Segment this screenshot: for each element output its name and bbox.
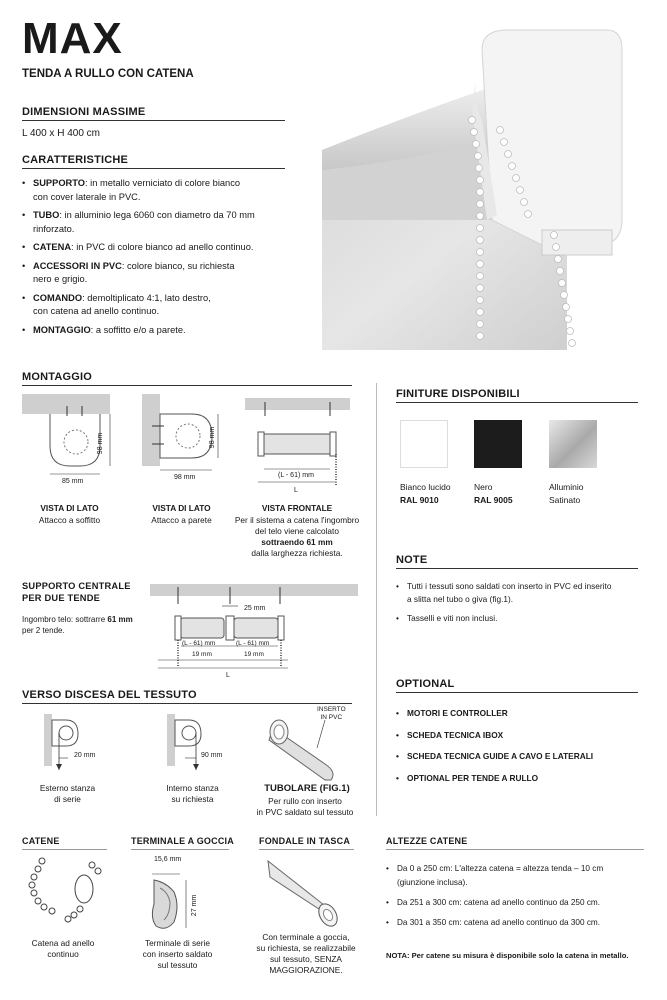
- central-dim-right: (L - 61) mm: [236, 640, 270, 647]
- front-dim-l: L: [294, 487, 298, 494]
- pocket-rule: [259, 849, 354, 850]
- feature-item: • TUBO: in alluminio lega 6060 con diametro da 70 mm rinforzato.: [22, 209, 292, 236]
- chain-height-item: • Da 301 a 350 cm: catena ad anello continuo da 300 cm.: [386, 916, 656, 930]
- fabric-internal-drawing: [165, 712, 235, 772]
- dimensions-value: L 400 x H 400 cm: [22, 128, 101, 139]
- tubular-insert-label: INSERTO IN PVC: [317, 706, 346, 721]
- features-heading: CARATTERISTICHE: [22, 154, 129, 166]
- notes-heading: NOTE: [396, 554, 428, 566]
- feature-item: • MONTAGGIO: a soffitto e/o a parete.: [22, 324, 292, 338]
- page-title: MAX: [22, 14, 123, 63]
- optional-item[interactable]: • SCHEDA TECNICA IBOX: [396, 729, 646, 743]
- notes-list: [396, 580, 646, 630]
- finish-item-black: Nero RAL 9005: [474, 482, 513, 505]
- side-ceiling-dim-h: 98 mm: [97, 432, 105, 455]
- chain-heights-heading: ALTEZZE CATENE: [386, 836, 468, 846]
- finishes-rule: [396, 402, 638, 403]
- chains-heading: CATENE: [22, 836, 60, 846]
- features-rule: [22, 168, 285, 169]
- feature-item: • SUPPORTO: in metallo verniciato di colore bianco con cover laterale in PVC.: [22, 177, 292, 204]
- chain-height-item: • Da 0 a 250 cm: L'altezza catena = altezza tenda – 10 cm (giunzione inclusa).: [386, 862, 656, 890]
- pocket-drawing: [262, 855, 357, 930]
- front-view-caption: Per il sistema a catena l'ingombro del telo viene calcolato sottraendo 61 mm dalla larghezza richiesta.: [234, 515, 360, 558]
- optional-rule: [396, 692, 638, 693]
- feature-item: • COMANDO: demoltiplicato 4:1, lato destro, con catena ad anello continuo.: [22, 292, 292, 319]
- finish-swatch-aluminium: [549, 420, 597, 468]
- chains-caption: Catena ad anello continuo: [31, 938, 95, 959]
- drop-end-rule: [131, 849, 229, 850]
- side-ceiling-caption: Attacco a soffitto: [38, 515, 101, 525]
- drop-end-dim-w: 15,6 mm: [154, 856, 182, 863]
- chain-heights-list: [386, 862, 656, 935]
- page-subtitle: TENDA A RULLO CON CATENA: [22, 68, 194, 80]
- front-dim-inner: (L - 61) mm: [278, 472, 314, 479]
- drop-end-caption: Terminale di serie con inserto saldato sul tessuto: [142, 938, 213, 970]
- central-dim-gap: 25 mm: [244, 605, 266, 612]
- drop-end-heading: TERMINALE A GOCCIA: [131, 836, 234, 846]
- chain-heights-rule: [386, 849, 644, 850]
- optional-list: [396, 707, 646, 790]
- chains-drawing: [22, 855, 112, 925]
- central-dim-19a: 19 mm: [192, 651, 212, 658]
- finish-swatch-white: [400, 420, 448, 468]
- central-support-drawing: [148, 582, 360, 682]
- side-wall-caption: Attacco a parete: [151, 515, 212, 525]
- finish-item-white: Bianco lucido RAL 9010: [400, 482, 451, 505]
- fabric-external-drawing: [42, 712, 112, 772]
- pocket-caption: Con terminale a goccia, su richiesta, se realizzabile sul tessuto, SENZA MAGGIORAZIONE.: [256, 932, 356, 975]
- side-wall-title: VISTA DI LATO: [152, 503, 211, 513]
- notes-rule: [396, 568, 638, 569]
- optional-item[interactable]: • SCHEDA TECNICA GUIDE A CAVO E LATERALI: [396, 750, 646, 764]
- feature-item: • ACCESSORI IN PVC: colore bianco, su richiesta nero e grigio.: [22, 260, 292, 287]
- side-view-ceiling-drawing: [22, 394, 117, 489]
- fabric-internal-caption: Interno stanza su richiesta: [166, 783, 219, 804]
- side-ceiling-title: VISTA DI LATO: [40, 503, 99, 513]
- chains-rule: [22, 849, 107, 850]
- drop-end-drawing: [140, 852, 230, 934]
- mounting-heading: MONTAGGIO: [22, 371, 93, 383]
- finish-swatch-black: [474, 420, 522, 468]
- optional-heading: OPTIONAL: [396, 678, 455, 690]
- front-view-title: VISTA FRONTALE: [261, 503, 333, 513]
- finish-item-aluminium: Alluminio Satinato: [549, 482, 584, 505]
- optional-item[interactable]: • MOTORI E CONTROLLER: [396, 707, 646, 721]
- fabric-rule: [22, 703, 352, 704]
- central-support-title: SUPPORTO CENTRALE PER DUE TENDE: [22, 581, 131, 603]
- dimensions-heading: DIMENSIONI MASSIME: [22, 106, 146, 118]
- central-dim-19b: 19 mm: [244, 651, 264, 658]
- note-item: • Tutti i tessuti sono saldati con inserto in PVC ed inserito a slitta nel tubo o giva (fig.1).: [396, 580, 646, 606]
- fabric-external-caption: Esterno stanza di serie: [39, 783, 96, 804]
- chain-height-item: • Da 251 a 300 cm: catena ad anello continuo da 250 cm.: [386, 896, 656, 910]
- central-dim-left: (L - 61) mm: [182, 640, 216, 647]
- finishes-heading: FINITURE DISPONIBILI: [396, 388, 520, 400]
- fabric-external-dim: 20 mm: [74, 752, 96, 759]
- tubular-title: TUBOLARE (FIG.1): [264, 783, 350, 794]
- mounting-rule: [22, 385, 352, 386]
- central-dim-l: L: [226, 672, 230, 679]
- central-support-text: Ingombro telo: sottrarre 61 mm per 2 tende.: [22, 615, 133, 635]
- feature-item: • CATENA: in PVC di colore bianco ad anello continuo.: [22, 241, 292, 255]
- front-view-drawing: [240, 394, 355, 499]
- tubular-caption: Per rullo con inserto in PVC saldato sul tessuto: [256, 796, 354, 817]
- side-wall-dim-w: 98 mm: [174, 474, 196, 481]
- dimensions-rule: [22, 120, 285, 121]
- fabric-internal-dim: 90 mm: [201, 752, 223, 759]
- features-list: [22, 177, 292, 342]
- column-divider: [376, 383, 377, 816]
- drop-end-dim-h: 27 mm: [191, 894, 199, 917]
- pocket-heading: FONDALE IN TASCA: [259, 836, 351, 846]
- tubular-drawing: [265, 706, 355, 782]
- product-photo: [322, 20, 644, 350]
- side-ceiling-dim-w: 85 mm: [62, 478, 84, 485]
- note-item: • Tasselli e viti non inclusi.: [396, 612, 646, 625]
- optional-item[interactable]: • OPTIONAL PER TENDE A RULLO: [396, 772, 646, 786]
- fabric-heading: VERSO DISCESA DEL TESSUTO: [22, 689, 197, 701]
- side-wall-dim-h: 98 mm: [209, 426, 217, 449]
- side-view-wall-drawing: [142, 394, 232, 489]
- chain-heights-note: NOTA: Per catene su misura è disponibile solo la catena in metallo.: [386, 951, 629, 960]
